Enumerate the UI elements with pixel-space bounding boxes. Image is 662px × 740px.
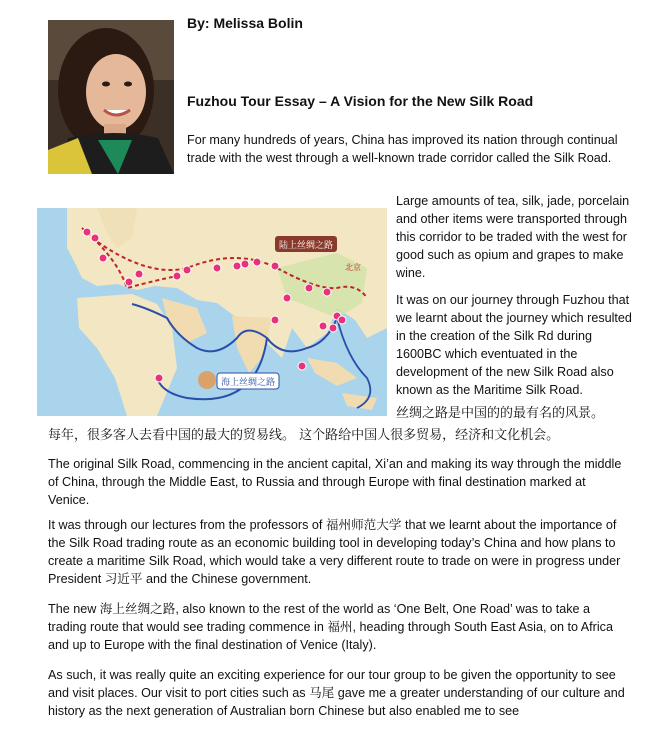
intro-paragraph: For many hundreds of years, China has improved its nation through continual trade with the west through a well-known trade corridor called the Silk Road.: [187, 133, 618, 165]
body-paragraph-4: As such, it was really quite an exciting experience for our tour group to be given the opportunity to see and visit places. Our visit to port cities such as 马尾 gave me a greater understanding of our culture and history as the next generation of Australian born Chinese but also enabled me to see: [48, 668, 625, 718]
portrait-image: [48, 20, 174, 174]
land-route-label: 陆上丝绸之路: [279, 241, 334, 251]
capital-label: 北京: [345, 263, 361, 272]
chinese-line-1: 丝绸之路是中国的的最有名的风景。: [396, 406, 605, 421]
map-image: [37, 208, 387, 416]
essay-title: Fuzhou Tour Essay – A Vision for the New Silk Road: [187, 93, 534, 109]
side-paragraph-1: Large amounts of tea, silk, jade, porcelain and other items were transported through this corridor to be traded with the west for good such as opium and grapes to make wine.: [396, 194, 630, 280]
sea-route-label: 海上丝绸之路: [221, 378, 276, 388]
body-paragraph-1: The original Silk Road, commencing in the ancient capital, Xi’an and making its way through the middle of China, through the Middle East, to Russia and through Europe with final destination marked at Venice.: [48, 457, 622, 507]
author-photo: [48, 20, 174, 174]
chinese-line-2: 每年，很多客人去看中国的最大的贸易线。 这个路给中国人很多贸易，经济和文化机会。: [48, 428, 560, 443]
body-paragraph-3: The new 海上丝绸之路, also known to the rest of the world as ‘One Belt, One Road’ was to take a trading route that would see trading commence in 福州, heading through South East Asia, on to Africa and up to Europe with the final destination of Venice (Italy).: [48, 602, 613, 652]
author-byline: By: Melissa Bolin: [187, 15, 303, 31]
side-paragraph-2: It was on our journey through Fuzhou that we learnt about the journey which resulted in the creation of the Silk Rd during 1600BC which eventuated in the development of the new Silk Road also known as the Maritime Silk Road.: [396, 293, 632, 397]
silk-road-map: [37, 208, 387, 416]
body-paragraph-2: It was through our lectures from the professors of 福州师范大学 that we learnt about the importance of the Silk Road trading route as an economic building tool in developing today’s China and how plans to create a maritime Silk Road, which would take a very different route to trade on were in progress under President 习近平 and the Chinese government.: [48, 518, 621, 586]
